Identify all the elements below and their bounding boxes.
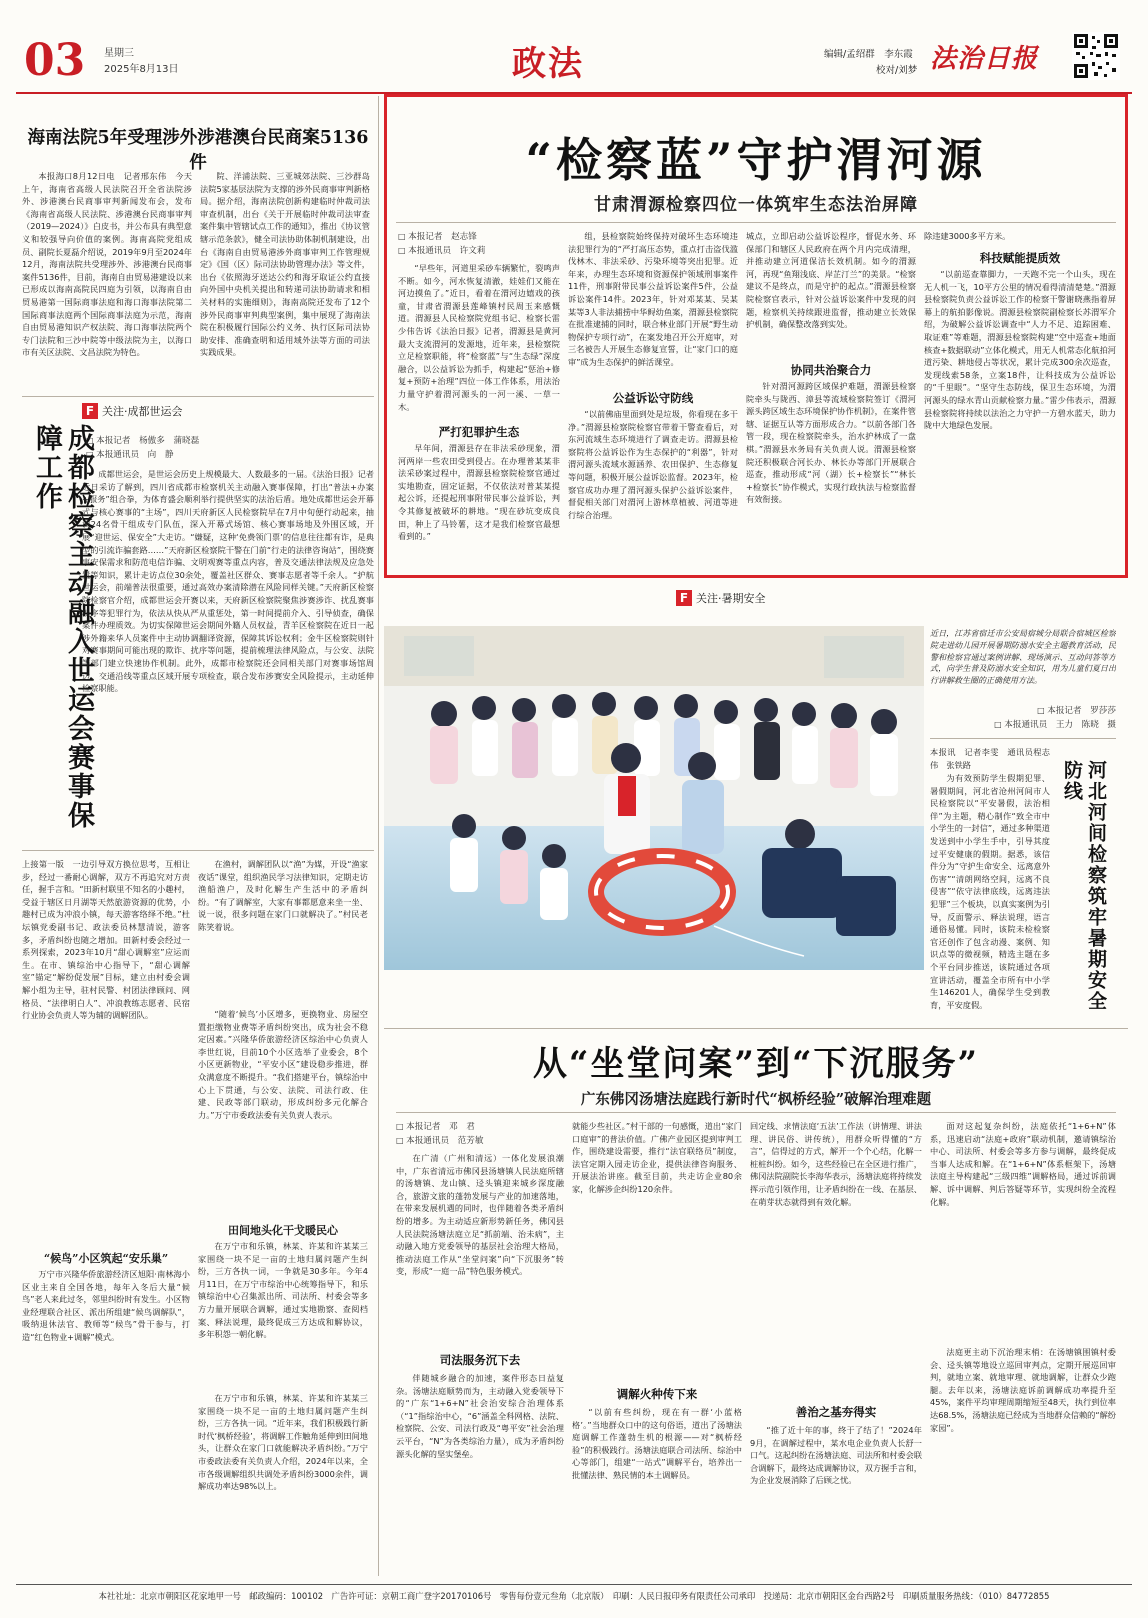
weiyuan-subhead-1: 严打犯罪护生态 [438, 425, 520, 439]
proofreader: 校对/刘梦 [876, 65, 918, 76]
byline-correspondent: □ 本报通讯员 向 静 [86, 448, 286, 462]
weiyuan-subheadline: 甘肃渭源检察四位一体筑牢生态法治屏障 [594, 195, 918, 215]
weiyuan-subhead-2: 公益诉讼守防线 [612, 391, 694, 405]
section-name: 政法 [512, 44, 584, 84]
footer-rule [16, 1584, 1132, 1585]
chengdu-section-tag [82, 403, 183, 419]
hainan-col-1: 本报海口8月12日电 记者邢东伟 今天上午，海南省高级人民法院召开全省法院涉外、涉港澳台民商事审判新闻发布会，发布《海南省高级人民法院、涉港澳台民商事审判（2019—2024）》白皮书，并公布具有典型意义和较强导向价值的案例。海南高院党组成员、副院长夏磊介绍说，2019年9月至2024年12月，海南法院共受理涉外、涉港澳台民商事案件5136件，目前，海南自由贸易港建设以来已形成以海南高院民四庭为引领，以海南自由贸易港第一国际商事法庭和海口海事法院第二国际商事法庭两个国际商事法庭为示范，海南自由贸易港知识产权法院、海口海事法院两个专门法院和三沙中院等中级法院为主，以海口市有关区法院、文昌法院为特色。 [22, 171, 192, 358]
weekday: 星期三 [104, 48, 134, 59]
column-divider [378, 96, 379, 1576]
photo-credit-reporter: □ 本报记者 罗莎莎 [930, 704, 1116, 718]
weiyuan-col-1b: 早年间，渭源县存在非法采砂现象，渭河两岸一些农田受到侵占。在办理普某某非法采砂案过程中，渭源县检察院检察官通过实地勘查，固定证据，不仅依法对普某某提起公诉，还提起刑事附带民事公益诉讼，判令其修复被破坏的耕地。“现在砂坑变成良田，种上了马铃薯，这才是我们检察官最想看到的。” [398, 443, 560, 542]
section-tag-icon: F [82, 403, 98, 419]
cont-col-1b: 万宁市兴隆华侨旅游经济区旭阳·南林海小区业主来自全国各地，每年入冬后大量“候鸟”老人来此过冬，邻里纠纷时有发生。小区物业经理联合社区、派出所组建“候鸟调解队”，吸纳退休法官、教师等“候鸟”骨干参与，打造“红色物业+调解”模式。 [22, 1269, 190, 1342]
foshan-col-3b: “推了近十年的事，终于了结了！”2024年9月，在调解过程中，某水电企业负责人长舒一口气。这起纠纷在汤塘法庭、司法所和村委会联合调解下，最终达成调解协议，双方握手言和，为企业发展消除了后顾之忧。 [750, 1425, 922, 1486]
foshan-subhead-2: 调解火种传下来 [616, 1387, 698, 1401]
divider [384, 1028, 1128, 1029]
cont-subhead-1: “候鸟”小区筑起“安乐巢” [43, 1252, 169, 1265]
safety-reporters: 本报讯 记者李雯 通讯员程志伟 张铁路 [930, 747, 1050, 770]
byline-correspondent: □ 本报通讯员 范芳敏 [396, 1134, 556, 1148]
cont-lead: 上接第一版 一边引导双方换位思考，互相让步，经过一番耐心调解，双方不再追究对方责任，握手言和。“田新村联里不知名的小趣村，受益于辖区日月湖等天然旅游资源的优势，小趣村已成为冲浪小镇，每天游客络绎不绝。”杜坛镇党委副书记、政法委员林慧清说，游客多，矛盾纠纷也随之增加。田新村委会经过一系列探索，2023年10月“甜心调解室”应运而生。在市、镇综治中心指导下，“甜心调解室”锚定“解纷促发展”目标，建立由村委会调解小组为主导，驻村民警、村团法律顾问、网格员、“法律明白人”、冲浪教练志愿者、民宿行业协会负责人等为辅的调解团队。 [22, 859, 190, 1021]
photo-credit-correspondent: □ 本报通讯员 王力 陈晓 摄 [930, 718, 1116, 732]
safety-vertical-headline: 河北河间检察筑牢暑期安全防线 [1061, 760, 1107, 1012]
divider [396, 222, 1116, 223]
foshan-col-3: 回定线、求情法庭‘五法’工作法（讲情理、讲法理、讲民俗、讲传统），用群众听得懂的“方言”，信得过的方式，解开一个个心结，化解一桩桩纠纷。如今，这些经验已在全区进行推广，佛冈法院副院长李海华表示，汤塘法庭将持续发挥示范引领作用，让矛盾纠纷在一线、在基层、在萌芽状态就得到有效化解。 [750, 1121, 922, 1207]
cont-col-3: 在万宁市和乐镇，林某、许某和许某某三家围绕一块不足一亩的土地归属问题产生纠纷，三方各执一词。“近年来，我们积极践行新时代‘枫桥经验’，将调解工作触角延伸到田间地头，让群众在家门口就能解决矛盾纠纷。”万宁市委政法委有关负责人介绍，2024年以来，全市各级调解组织共调处矛盾纠纷3000余件，调解成功率达98%以上。 [198, 1393, 368, 1492]
weiyuan-headline: “检察蓝”守护渭河源 [525, 133, 987, 187]
chengdu-vertical-headline: 成都检察主动融入世运会赛事保障工作 [31, 424, 94, 830]
safety-photo [384, 626, 924, 970]
byline-correspondent: □ 本报通讯员 许文莉 [398, 244, 558, 258]
editors: 编辑/孟绍群 李东霞 [824, 49, 913, 60]
weiyuan-col-3b: 针对渭河源跨区域保护难题，渭源县检察院牵头与陇西、漳县等流域检察院签订《渭河源头跨区域生态环境保护协作机制》，在案件管辖、证据互认等方面形成合力。“以前各部门各管一段，现在检察院牵头，治水护林成了一盘棋。”渭源县水务局有关负责人说。渭源县检察院还积极联合河长办、林长办等部门开展联合巡查，推动形成“河（湖）长+检察长”“林长+检察长”协作模式，实现行政执法与检察监督有效衔接。 [746, 381, 916, 505]
hainan-col-2: 院、洋浦法院、三亚城郊法院、三沙群岛法院5家基层法院为支撑的涉外民商事审判新格局。据介绍，海南法院创新构建临时仲裁司法审查机制，出台《关于开展临时仲裁司法审查案件集中管辖试点工作的通知》，推出《协议管辖示范条款》，健全司法协助体制机制建设，出台《海南自由贸易港涉外商事审判工作管理规定》《国（区）际司法协助管理办法》等文件，出台《依照海牙送达公约和海牙取证公约直接向外国中央机关提出和转递司法协助请求和相关材料的实施细则》，海南高院还发布了12个涉外民商事审判典型案例，集中展现了海南法院在积极履行国际公约义务、执行区际司法协助安排、准确查明和适用域外法等方面的司法实践成果。 [200, 171, 370, 358]
foshan-col-1: 在广清（广州和清远）一体化发展浪潮中，广东省清远市佛冈县汤塘镇人民法庭所辖的汤塘镇、龙山镇、迳头镇迎来城乡深度融合，旅游文旅的蓬勃发展与产业的加速落地，在带来发展机遇的同时，也伴随着各类矛盾纠纷的增多。为主动适应新形势新任务，佛冈县人民法院汤塘法庭立足“抓前端、治未病”，主动融入地方党委领导的基层社会治理大格局，推动法庭工作从“坐堂问案”向“下沉服务”转变，形成“一庭一品”特色服务模式。 [396, 1153, 564, 1277]
safety-photo-credit [930, 704, 1116, 732]
byline-reporter: □ 本报记者 邓 君 [396, 1120, 556, 1134]
cont-subhead-2: 田间地头化干戈暖民心 [228, 1224, 338, 1237]
qr-code-icon [1072, 32, 1120, 80]
foshan-col-4b: 法庭更主动下沉治理末梢：在汤塘镇围镇村委会、迳头镇等地设立巡回审判点，定期开展巡回审判，就地立案、就地审理、就地调解，让群众少跑腿。去年以来，汤塘法庭诉前调解成功率提升至45%，案件平均审理周期缩短至48天，执行到位率达68.5%，汤塘法庭已经成为当地群众信赖的“解纷家园”。 [930, 1347, 1116, 1433]
safety-tag-label: 关注·暑期安全 [696, 592, 766, 605]
foshan-col-2b: “以前有些纠纷，现在有一群‘小蓝格格’。”当地群众口中的这句俗语，道出了汤塘法庭调解工作蓬勃生机的根源——对“枫桥经验”的积极践行。汤塘法庭联合司法所、综治中心等部门，组建“一站式”调解平台，培养出一批懂法律、熟民情的本土调解员。 [572, 1407, 742, 1480]
weiyuan-col-2b: “以前佛庙里面到处是垃圾，你看现在多干净。”渭源县检察院检察官带着干警查看后，对东河流域生态环境进行了调查走访。渭源县检察院将公益诉讼作为生态保护的“利器”，针对渭河源头流域水源涵养、农田保护、生态修复等问题，积极开展公益诉讼监督。2023年，检察官成功办理了渭河源头保护公益诉讼案件，督促相关部门对渭河上游林草植被、河道等进行综合治理。 [568, 409, 738, 520]
section-tag-icon: F [676, 590, 692, 606]
page-number: 03 [24, 35, 86, 86]
cont-col-1: 在渔村，调解团队以“渔”为媒，开设“渔家夜话”课堂，组织渔民学习法律知识，定期走访渔船渔户，及时化解生产生活中的矛盾纠纷。“有了调解室，大家有事都愿意来坐一坐、说一说，很多问题在家门口就解决了。”村民老陈笑着说。 [198, 859, 368, 932]
chengdu-byline [86, 434, 286, 462]
foshan-byline [396, 1120, 556, 1148]
weiyuan-col-3: 城点，立即启动公益诉讼程序，督促水务、环保部门和辖区人民政府在两个月内完成清理，并推动建立河道保洁长效机制。如今的渭源河，再现“鱼翔浅底、岸芷汀兰”的美景。“检察建议不是终点，而是守护的起点。”渭源县检察院检察官表示，针对公益诉讼案件中发现的问题，检察机关持续跟进监督，推动建立长效保护机制，确保整改落到实处。 [746, 231, 916, 330]
foshan-headline: 从“坐堂问案”到“下沉服务” [532, 1044, 980, 1084]
byline-reporter: □ 本报记者 杨傲多 蒲晓磊 [86, 434, 286, 448]
weiyuan-col-4b: “以前巡查靠脚力，一天跑不完一个山头，现在无人机一飞，10平方公里的情况看得清清楚楚。”渭源县检察院负责公益诉讼工作的检察干警谢晓燕指着屏幕上的航拍影像说。渭源县检察院副检察长苏渭军介绍，为破解公益诉讼调查中“人力不足、追踪困难、取证难”等难题，渭源县检察院构建“空中巡查+地面核查+数据联动”立体化模式，用无人机常态化航拍河道污染、耕地侵占等状况，累计完成300余次巡查，发现线索58条，立案18件，让科技成为公益诉讼的“千里眼”。“坚守生态防线，保卫生态环境，为渭河源头的绿水青山贡献检察力量。”雷少伟表示，渭源县检察院将持续以法治之力守护一方碧水蓝天，助力陇中大地绿色发展。 [924, 269, 1116, 431]
footer-imprint: 本社社址：北京市朝阳区花家地甲一号 邮政编码：100102 广告许可证：京朝工商广登字20170106号 零售每份壹元叁角（北京版） 印刷：人民日报印务有限责任公司承印 投递局：北京市朝阳区金台西路2号 印刷质量服务热线：（010）84772855 [98, 1591, 1050, 1601]
cont-col-2b: 在万宁市和乐镇，林某、许某和许某某三家围绕一块不足一亩的土地归属问题产生纠纷，三方各执一词，一争就是30多年。今年4月11日，在万宁市综治中心统筹指导下，和乐镇综治中心召集派出所、司法所、村委会等多方力量开展联合调解，通过实地勘察、查阅档案、释法说理，最终促成三方达成和解协议，多年积怨一朝化解。 [198, 1241, 368, 1340]
divider [22, 850, 374, 851]
divider [396, 1112, 1116, 1113]
foshan-subhead-1: 司法服务沉下去 [439, 1353, 521, 1367]
safety-photo-caption: 近日，江苏省宿迁市公安局宿城分局联合宿城区检察院走进幼儿园开展暑期防溺水安全主题教育活动，民警和检察官通过案例讲解、现场演示、互动问答等方式，向学生普及防溺水安全知识，用为儿童们夏日出行讲解救生圈的正确使用方法。 [930, 629, 1116, 686]
weiyuan-byline [398, 230, 558, 258]
paper-logo: 法治日报 [930, 44, 1039, 74]
safety-section-tag [676, 590, 766, 606]
safety-body: 为有效预防学生假期犯罪、暑假期间，河北省沧州河间市人民检察院以“平安暑假，法治相伴”为主题，精心制作“致全市中小学生的一封信”，通过多种渠道发送到中小学生手中，引导其度过平安健康的假期。据悉，该信件分为“守护生命安全、远离意外伤害”“清朗网络空间，远离不良侵害”“依守法律底线，远离违法犯罪”三个板块，以真实案例为引导，反面警示、释法说理，语言通俗易懂。同时，该院未检检察官还创作了包含动漫、案例、知识点等的微视频，精选主题在多个平台同步推送，该院通过各项宣讲活动，覆盖全市所有中小学生146201人，确保学生受到教育，平安度假。 [930, 773, 1050, 1010]
weiyuan-subhead-3: 协同共治聚合力 [790, 363, 872, 377]
weiyuan-col-2: 组，县检察院始终保持对破坏生态环境违法犯罪行为的“严打高压态势，重点打击盗伐滥伐林木、非法采砂、污染环境等突出犯罪。近年来，办理生态环境和资源保护领域刑事案件11件，刑事附带民事公益诉讼案件5件，公益诉讼案件14件。2023年，针对邓某某、吴某某等3人非法捕捞中华鲟幼鱼案，渭源县检察院在批准逮捕的同时，联合林业部门开展“野生动物保护专项行动”，在案发地召开公开庭审，对三名被告人开展生态修复宣誓，让“家门口的庭审”成为生态保护的鲜活课堂。 [568, 231, 738, 367]
foshan-col-2: 就能少些社区。”村干部的一句感慨，道出“家门口庭审”的普法价值。广佛产业园区提到审判工作，围绕建设需要，推行“法官联络员”制度，法官定期入园走访企业，提供法律咨询服务、开展法治讲座。截至目前，共走访企业80余家，化解涉企纠纷120余件。 [572, 1121, 742, 1194]
weiyuan-col-4: 除违建3000多平方米。 [924, 231, 1011, 241]
masthead [16, 28, 1132, 90]
issue-date: 2025年8月13日 [104, 64, 179, 75]
byline-reporter: □ 本报记者 赵志锋 [398, 230, 558, 244]
foshan-col-4: 面对这起复杂纠纷，法庭依托“1+6+N”体系，迅速启动“法庭+政府”联动机制，邀请镇综治中心、司法所、村委会等多方参与调解，最终促成当事人达成和解。在“1+6+N”体系框架下，汤塘法庭主导构建起“三级四维”调解格局，通过诉前调解、诉中调解、判后答疑等环节，实现纠纷全流程化解。 [930, 1121, 1116, 1207]
weiyuan-subhead-4: 科技赋能提质效 [979, 251, 1061, 265]
divider [930, 738, 1116, 739]
foshan-col-1b: 伴随城乡融合的加速，案件形态日益复杂。汤塘法庭顺势而为，主动融入党委领导下的“广东“1+6+N”社会治安综合治理体系（“1”指综治中心，“6”涵盖全科网格、法院、检察院、公安、司法行政及“粤平安”社会治理云平台，“N”为各类综治力量），成为矛盾纠纷源头化解的坚实堡垒。 [396, 1373, 564, 1459]
divider [22, 396, 374, 397]
hainan-headline: 海南法院5年受理涉外涉港澳台民商案5136件 [27, 128, 369, 173]
foshan-subhead-3: 善治之基夯得实 [795, 1405, 877, 1419]
chengdu-body: 成都世运会，是世运会历史上规模最大、人数最多的一届。《法治日报》记者近日采访了解到，四川省成都市检察机关主动融入赛事保障，打出“普法+办案+服务”组合拳，为体育盛会顺利举行提供坚实的法治后盾。地处成都世运会开幕式与核心赛事的“主场”，四川天府新区人民检察院早在7月中旬便行动起来，抽调24名骨干组成专门队伍，深入开幕式场馆、核心赛事场地及外围区域，开展“迎世运、保安全”大走访。“嫌疑，这种‘免费领门票’的信息往往都有诈，是典型的引流诈骗套路……”天府新区检察院干警在门前“行走的法律咨询站”，围绕赛事安保需求和防范电信诈骗、文明观赛等重点内容，普及交通法律法规及应急处置等知识，累计走访点位30余处，覆盖社区群众、赛事志愿者等千余人。“护航世运会，前端普法很重要，通过高效办案清除潜在风险同样关键。”天府新区检察院检察官介绍，成都世运会开赛以来，天府新区检察院聚焦涉赛涉诈、扰乱赛事秩序等犯罪行为，依法从快从严从重惩处，第一时间提前介入、引导侦查，确保案件办理质效。为切实保障世运会期间外籍人员权益，青羊区检察院在近日一起涉外籍来华人员案件中主动协调翻译资源，保障其诉讼权利；金牛区检察院则针对赛事期间可能出现的欺诈、扰序等问题，提前梳理法律风险点，与公安、法院等部门建立快速协作机制。此外，成都市检察院还会同相关部门对赛事场馆周边、交通沿线等重点区域开展专项检查，联合发布涉赛安全风险提示，主动延伸检察职能。 [82, 469, 374, 694]
weiyuan-col-1: “早些年，河道里采砂车辆繁忙，裂鸣声不断。如今，河水恢复清澈，娃娃们又能在河边摸鱼了。”近日，看着在渭河边嬉戏的孩童，甘肃省渭源县莲峰镇村民周玉来感慨道。渭源县人民检察院党组书记、检察长雷少伟告诉《法治日报》记者，渭源县是黄河最大支流渭河的发源地，近年来，县检察院立足检察职能，将“检察蓝”与“生态绿”深度融合，以公益诉讼为抓手，构建起“惩治+修复+预防+治理”四位一体工作体系，用法治力量守护着渭河源头的一河一溪、一草一木。 [398, 263, 560, 412]
chengdu-tag-label: 关注·成都世运会 [102, 405, 183, 418]
cont-col-2: “随着‘候鸟’小区增多，更换物业、房屋空置拒缴物业费等矛盾纠纷突出，成为社会不稳定因素。”兴隆华侨旅游经济区综治中心负责人李世红说，目前10个小区选举了业委会，8个小区更新物业，“平安小区”建设稳步推进，群众满意度不断提升。“我们搭建平台，镇综治中心上下贯通，与公安、法院、司法行政、住建、民政等部门联动，形成纠纷多元化解合力。”万宁市委政法委有关负责人表示。 [198, 1009, 368, 1120]
foshan-subheadline: 广东佛冈汤塘法庭践行新时代“枫桥经验”破解治理难题 [580, 1091, 932, 1108]
